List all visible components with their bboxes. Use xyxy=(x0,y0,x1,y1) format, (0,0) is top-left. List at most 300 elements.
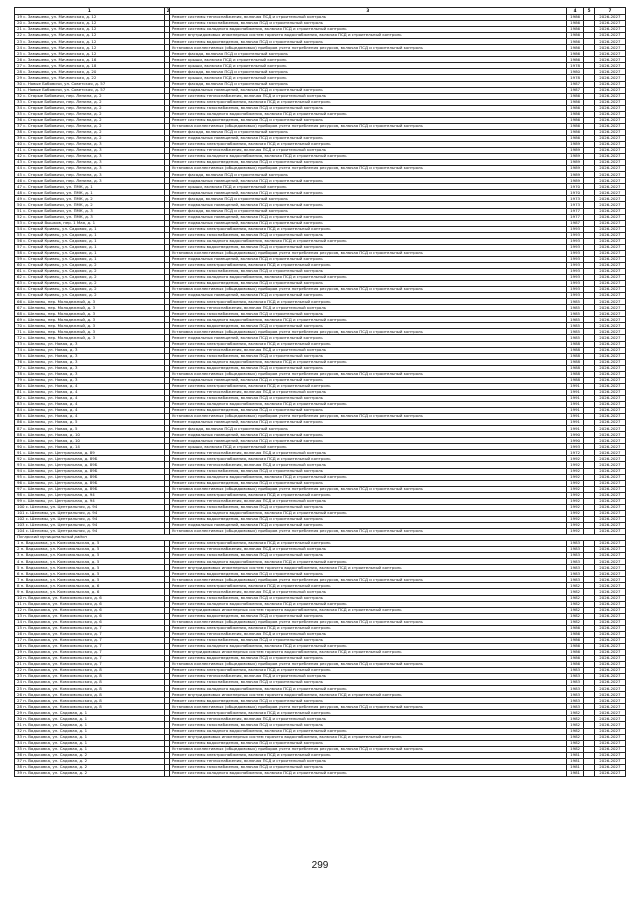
year-built-cell: 1985 xyxy=(566,311,584,317)
row-number: 3 xyxy=(17,552,20,558)
planned-period-cell: 2026-2027 xyxy=(594,680,625,686)
planned-period-cell: 2026-2027 xyxy=(594,329,625,335)
column-header-1: 1 xyxy=(15,8,165,15)
row-number: 81 xyxy=(17,389,22,395)
row-number: 75 xyxy=(17,353,22,358)
address-text: с. Шеломы, ул. Новая, д. 4 xyxy=(23,413,78,419)
year-built-cell: 1983 xyxy=(566,692,584,698)
column-header-5: 5 xyxy=(584,8,594,15)
row-number: 59 xyxy=(17,256,22,262)
year-built-cell: 1978 xyxy=(566,75,584,81)
year-built-cell: 1982 xyxy=(566,607,584,613)
planned-period-cell: 2026-2027 xyxy=(594,528,625,534)
address-text: с. Шеломы, ул. Новая, д. 3 xyxy=(23,377,78,383)
year-built-cell: 1983 xyxy=(566,668,584,674)
address-text: с. Шеломы, ул. Новая, д. 3 xyxy=(23,341,78,346)
planned-period-cell: 2026-2027 xyxy=(594,57,625,63)
address-text: п. Вадьковка, ул. Садовая, д. 1 xyxy=(23,746,88,751)
year-built-cell: 1986 xyxy=(566,45,584,51)
address-text: п. Вадьковка, ул. Комсомольская, д. 6 xyxy=(23,595,102,600)
row-number: 55 xyxy=(17,232,22,237)
address-text: с. Замишево, ул. Мичманская, д. 22 xyxy=(23,74,97,80)
row-number: 32 xyxy=(17,728,22,733)
year-built-cell: 1992 xyxy=(566,516,584,522)
work-description-cell: Ремонт подвальных помещений, включая ПСД и строительный контроль xyxy=(169,522,566,528)
year-built-cell: 1986 xyxy=(566,15,584,21)
year-built-cell: 1992 xyxy=(566,528,584,534)
planned-period-cell: 2026-2027 xyxy=(594,232,625,238)
address-text: с. Новые Бобовичи, ул. Советская, д. 57 xyxy=(23,87,106,92)
work-description-cell: Ремонт системы холодного водоснабжения, включая ПСД и строительный контроль xyxy=(169,643,566,649)
year-built-cell: 1987 xyxy=(566,81,584,87)
row-number: 7 xyxy=(17,576,20,582)
planned-period-cell: 2026-2027 xyxy=(594,87,625,93)
address-text: с. Шеломы, ул. Центральная, д. 94 xyxy=(25,516,98,522)
work-description-cell: Ремонт подвальных помещений, включая ПСД и строительный контроль xyxy=(169,335,566,341)
address-text: с. Замишево, ул. Мичманская, д. 12 xyxy=(23,26,97,32)
work-description-cell: Ремонт системы теплоснабжения, включая ПСД и строительный контроль xyxy=(169,589,566,595)
work-description-cell: Установка коллективных (общедомовых) приборов учета потребления ресурсов, включая ПСД и строительный контроль xyxy=(169,704,566,710)
row-number: 30 xyxy=(17,81,22,86)
address-text: с. Старые Бобовичи, пер. Ленина, д. 2 xyxy=(23,117,102,123)
year-built-cell: 1990 xyxy=(566,432,584,438)
work-description-cell: Ремонт системы газоснабжения, включая ПСД и строительный контроль xyxy=(169,21,566,27)
row-number: 91 xyxy=(17,449,22,455)
address-text: с. Старый Кривец, ул. Садовая, д. 1 xyxy=(23,250,97,256)
planned-period-cell: 2026-2027 xyxy=(594,347,625,353)
row-number: 57 xyxy=(17,244,22,250)
year-built-cell: 1986 xyxy=(566,637,584,643)
planned-period-cell: 2026-2027 xyxy=(594,577,625,583)
planned-period-cell: 2026-2027 xyxy=(594,93,625,99)
planned-period-cell: 2026-2027 xyxy=(594,15,625,21)
year-built-cell: 1986 xyxy=(566,21,584,27)
year-built-cell: 1993 xyxy=(566,268,584,274)
year-built-cell: 1989 xyxy=(566,160,584,166)
work-description-cell: Ремонт системы газоснабжения, включая ПСД и строительный контроль xyxy=(169,232,566,238)
row-number: 87 xyxy=(17,425,22,431)
planned-period-cell: 2026-2027 xyxy=(594,172,625,178)
planned-period-cell: 2026-2027 xyxy=(594,75,625,81)
year-built-cell: 1986 xyxy=(566,27,584,33)
address-text: с. Старый Кривец, ул. Садовая, д. 2 xyxy=(23,280,97,286)
address-text: с. Шеломы, ул. Новая, д. 10 xyxy=(23,431,80,437)
planned-period-cell: 2026-2027 xyxy=(594,383,625,389)
address-text: с. Старые Бобовичи, ул. ПМК, д. 1 xyxy=(23,189,93,195)
row-number: 18 xyxy=(17,643,22,649)
planned-period-cell: 2026-2027 xyxy=(594,583,625,589)
year-built-cell: 1973 xyxy=(566,196,584,202)
address-text: с. Шеломы, ул. Центральная, д. 89Б xyxy=(23,486,98,491)
year-built-cell: 1993 xyxy=(566,293,584,299)
planned-period-cell: 2026-2027 xyxy=(594,190,625,196)
work-description-cell: Ремонт внутридомовых инженерных систем горячего водоснабжения, включая ПСД и строительный контроль xyxy=(169,649,566,655)
address-text: п. Вадьковка, ул. Садовая, д. 2 xyxy=(23,758,88,764)
planned-period-cell: 2026-2027 xyxy=(594,619,625,625)
address-text: с. Шеломы, ул. Новая, д. 3 xyxy=(23,347,78,352)
year-built-cell: 1986 xyxy=(566,99,584,105)
address-text: п. Вадьковка, ул. Комсомольская, д. 8 xyxy=(23,673,102,679)
planned-period-cell: 2026-2027 xyxy=(594,154,625,160)
address-text: с. Старые Бобовичи, пер. Ленина, д. 2 xyxy=(23,105,102,111)
year-built-cell: 1991 xyxy=(566,414,584,420)
row-number: 17 xyxy=(17,637,22,643)
work-description-cell: Ремонт системы газоснабжения, включая ПСД и строительный контроль xyxy=(169,468,566,474)
row-number: 32 xyxy=(17,93,22,98)
planned-period-cell: 2026-2027 xyxy=(594,649,625,655)
work-description-cell: Ремонт системы холодного водоснабжения, включая ПСД и строительный контроль xyxy=(169,238,566,244)
row-number: 38 xyxy=(17,129,22,135)
row-number: 101 xyxy=(17,510,25,516)
planned-period-cell: 2026-2027 xyxy=(594,389,625,395)
work-description-cell: Ремонт системы газоснабжения, включая ПСД и строительный контроль xyxy=(169,595,566,601)
address-text: с. Шеломы, ул. Центральная, д. 89 xyxy=(23,449,95,455)
row-number: 51 xyxy=(17,208,22,213)
planned-period-cell: 2026-2027 xyxy=(594,287,625,293)
work-description-cell: Ремонт системы теплоснабжения, включая ПСД и строительный контроль xyxy=(169,674,566,680)
row-number: 52 xyxy=(17,214,22,219)
planned-period-cell: 2026-2027 xyxy=(594,395,625,401)
year-built-cell: 1993 xyxy=(566,232,584,238)
row-number: 98 xyxy=(17,492,22,498)
year-built-cell: 1987 xyxy=(566,87,584,93)
work-description-cell: Ремонт системы электроснабжения, включая ПСД и строительный контроль xyxy=(169,341,566,347)
planned-period-cell: 2026-2027 xyxy=(594,516,625,522)
planned-period-cell: 2026-2027 xyxy=(594,226,625,232)
planned-period-cell: 2026-2027 xyxy=(594,184,625,190)
planned-period-cell: 2026-2027 xyxy=(594,244,625,250)
year-built-cell: 1993 xyxy=(566,244,584,250)
year-built-cell: 1982 xyxy=(566,613,584,619)
year-built-cell: 1993 xyxy=(566,444,584,450)
address-text: с. Старые Бобовичи, пер. Ленина, д. 2 xyxy=(23,93,102,98)
address-text: п. Вадьковка, ул. Комсомольская, д. 6 xyxy=(23,613,102,618)
work-description-cell: Ремонт системы газоснабжения, включая ПСД и строительный контроль xyxy=(169,268,566,274)
work-description-cell: Установка коллективных (общедомовых) приборов учета потребления ресурсов, включая ПСД и строительный контроль xyxy=(169,577,566,583)
work-description-cell: Ремонт системы теплоснабжения, включая ПСД и строительный контроль xyxy=(169,347,566,353)
year-built-cell: 1986 xyxy=(566,57,584,63)
work-description-cell: Ремонт системы водоотведения, включая ПСД и строительный контроль xyxy=(169,281,566,287)
work-description-cell: Ремонт системы теплоснабжения, включая ПСД и строительный контроль xyxy=(169,450,566,456)
work-description-cell: Ремонт системы холодного водоснабжения, включая ПСД и строительный контроль xyxy=(169,317,566,323)
year-built-cell: 1992 xyxy=(566,456,584,462)
address-text: с. Замишево, ул. Мичманская, д. 12 xyxy=(23,38,97,44)
row-number: 85 xyxy=(17,413,22,419)
year-built-cell: 1986 xyxy=(566,39,584,45)
year-built-cell: 1991 xyxy=(566,389,584,395)
planned-period-cell: 2026-2027 xyxy=(594,196,625,202)
row-number: 76 xyxy=(17,359,22,364)
work-description-cell: Установка коллективных (общедомовых) приборов учета потребления ресурсов, включая ПСД и строительный контроль xyxy=(169,371,566,377)
year-built-cell: 1991 xyxy=(566,420,584,426)
row-number: 12 xyxy=(17,607,22,612)
year-built-cell: 1992 xyxy=(566,462,584,468)
address-text: с. Шеломы, ул. Новая, д. 3 xyxy=(23,359,78,364)
address-text: с. Шеломы, ул. Центральная, д. 94 xyxy=(23,498,95,504)
work-description-cell: Ремонт системы теплоснабжения, включая ПСД и строительный контроль xyxy=(169,631,566,637)
year-built-cell: 1992 xyxy=(566,522,584,528)
year-built-cell: 1989 xyxy=(566,141,584,147)
table-row xyxy=(15,770,626,776)
work-description-cell: Ремонт внутридомовых инженерных систем горячего водоснабжения, включая ПСД и строительный контроль xyxy=(169,607,566,613)
row-number: 22 xyxy=(17,32,22,38)
year-built-cell: 1983 xyxy=(566,704,584,710)
year-built-cell: 1970 xyxy=(566,190,584,196)
row-number: 74 xyxy=(17,347,22,352)
address-text: с. Шеломы, ул. Центральная, д. 89Б xyxy=(23,468,98,473)
work-description-cell: Установка коллективных (общедомовых) приборов учета потребления ресурсов, включая ПСД и строительный контроль xyxy=(169,528,566,534)
address-text: п. Вадьковка, ул. Садовая, д. 1 xyxy=(23,709,88,715)
planned-period-cell: 2026-2027 xyxy=(594,468,625,474)
work-description-cell: Ремонт системы газоснабжения, включая ПСД и строительный контроль xyxy=(169,680,566,686)
year-built-cell: 1982 xyxy=(566,716,584,722)
work-description-cell: Установка коллективных (общедомовых) приборов учета потребления ресурсов, включая ПСД и строительный контроль xyxy=(169,45,566,51)
row-number: 25 xyxy=(17,685,22,691)
planned-period-cell: 2026-2027 xyxy=(594,637,625,643)
address-text: с. Шеломы, пер. Молодежный, д. 3 xyxy=(23,304,96,310)
address-text: п. Вадьковка, ул. Комсомольская, д. 7 xyxy=(23,631,102,637)
work-description-cell: Ремонт системы холодного водоснабжения, включая ПСД и строительный контроль xyxy=(169,154,566,160)
work-description-cell: Ремонт системы холодного водоснабжения, включая ПСД и строительный контроль xyxy=(169,559,566,565)
row-number: 103 xyxy=(17,522,25,528)
address-text: с. Старые Бобовичи, ул. ПМК, д. 3 xyxy=(23,208,93,213)
address-text: с. Шеломы, ул. Центральная, д. 89Б xyxy=(23,480,98,485)
row-number: 23 xyxy=(17,38,22,44)
planned-period-cell: 2026-2027 xyxy=(594,722,625,728)
row-number: 83 xyxy=(17,401,22,407)
year-built-cell: 1985 xyxy=(566,305,584,311)
row-number: 8 xyxy=(17,582,20,588)
year-built-cell: 1986 xyxy=(566,33,584,39)
year-built-cell: 1991 xyxy=(566,426,584,432)
planned-period-cell: 2026-2027 xyxy=(594,353,625,359)
address-text: с. Старые Бобовичи, пер. Ленина, д. 2 xyxy=(23,129,102,135)
row-number: 47 xyxy=(17,183,22,189)
planned-period-cell: 2026-2027 xyxy=(594,166,625,172)
row-number: 15 xyxy=(17,625,22,631)
address-text: с. Шеломы, ул. Центральная, д. 94 xyxy=(25,510,98,516)
work-description-cell: Ремонт системы водоотведения, включая ПСД и строительный контроль xyxy=(169,613,566,619)
work-description-cell: Ремонт системы электроснабжения, включая ПСД и строительный контроль xyxy=(169,710,566,716)
row-number: 28 xyxy=(17,703,22,709)
year-built-cell: 1982 xyxy=(566,722,584,728)
year-built-cell: 1986 xyxy=(566,625,584,631)
year-built-cell: 1991 xyxy=(566,402,584,408)
row-number: 27 xyxy=(17,697,22,703)
planned-period-cell: 2026-2027 xyxy=(594,758,625,764)
year-built-cell: 1992 xyxy=(566,468,584,474)
work-description-cell: Ремонт системы водоотведения, включая ПСД и строительный контроль xyxy=(169,160,566,166)
year-built-cell: 1972 xyxy=(566,450,584,456)
planned-period-cell: 2026-2027 xyxy=(594,371,625,377)
row-number: 67 xyxy=(17,304,22,310)
row-number: 29 xyxy=(17,74,22,80)
address-text: с. Шеломы, пер. Молодежный, д. 3 xyxy=(23,334,96,340)
address-text: с. Шеломы, пер. Молодежный, д. 3 xyxy=(23,316,96,322)
address-text: п. Вадьковка, ул. Комсомольская, д. 5 xyxy=(20,576,100,582)
address-text: с. Шеломы, ул. Центральная, д. 94 xyxy=(25,528,98,534)
column-header-6: 7 xyxy=(594,8,625,15)
planned-period-cell: 2026-2027 xyxy=(594,33,625,39)
work-description-cell: Ремонт системы холодного водоснабжения, включая ПСД и строительный контроль xyxy=(169,402,566,408)
work-description-cell: Ремонт системы водоотведения, включая ПСД и строительный контроль xyxy=(169,39,566,45)
planned-period-cell: 2026-2027 xyxy=(594,148,625,154)
row-number: 61 xyxy=(17,268,22,274)
work-description-cell: Ремонт внутридомовых инженерных систем горячего водоснабжения, включая ПСД и строительный контроль xyxy=(169,734,566,740)
planned-period-cell: 2026-2027 xyxy=(594,752,625,758)
address-text: с. Старый Кривец, ул. Садовая, д. 1 xyxy=(23,232,97,237)
work-description-cell: Ремонт внутридомовых инженерных систем горячего водоснабжения, включая ПСД и строительный контроль xyxy=(169,565,566,571)
year-built-cell: 1989 xyxy=(566,148,584,154)
row-number: 104 xyxy=(17,528,25,534)
work-description-cell: Ремонт системы газоснабжения, включая ПСД и строительный контроль xyxy=(169,353,566,359)
planned-period-cell: 2026-2027 xyxy=(594,111,625,117)
address-text: п. Вадьковка, ул. Комсомольская, д. 7 xyxy=(23,649,102,655)
work-description-cell: Ремонт системы теплоснабжения, включая ПСД и строительный контроль xyxy=(169,462,566,468)
planned-period-cell: 2026-2027 xyxy=(594,595,625,601)
address-text: с. Шеломы, ул. Новая, д. 3 xyxy=(23,371,78,377)
planned-period-cell: 2026-2027 xyxy=(594,178,625,184)
planned-period-cell: 2026-2027 xyxy=(594,601,625,607)
address-text: с. Шеломы, ул. Центральная, д. 94 xyxy=(23,492,95,498)
work-description-cell: Ремонт крыши, включая ПСД и строительный контроль xyxy=(169,184,566,190)
row-number: 27 xyxy=(17,62,22,68)
row-number: 6 xyxy=(17,570,20,576)
row-number: 46 xyxy=(17,177,22,183)
year-built-cell: 1983 xyxy=(566,686,584,692)
work-description-cell: Ремонт системы электроснабжения, включая ПСД и строительный контроль xyxy=(169,583,566,589)
row-number: 38 xyxy=(17,764,22,770)
work-description-cell: Ремонт подвальных помещений, включая ПСД и строительный контроль xyxy=(169,202,566,208)
planned-period-cell: 2026-2027 xyxy=(594,541,625,547)
address-text: с. Шеломы, ул. Центральная, д. 89Б xyxy=(23,461,98,467)
year-built-cell: 1990 xyxy=(566,438,584,444)
row-number: 96 xyxy=(17,480,22,485)
row-number: 34 xyxy=(17,740,22,745)
address-text: п. Вадьковка, ул. Садовая, д. 1 xyxy=(23,740,88,745)
address-text: с. Старый Вышков, пер. 1 Мая, д. 1 xyxy=(23,220,96,225)
row-number: 88 xyxy=(17,431,22,437)
work-description-cell: Ремонт внутридомовых инженерных систем горячего водоснабжения, включая ПСД и строительный контроль xyxy=(169,692,566,698)
address-text: п. Вадьковка, ул. Садовая, д. 1 xyxy=(23,734,88,739)
year-built-cell: 1989 xyxy=(566,178,584,184)
planned-period-cell: 2026-2027 xyxy=(594,746,625,752)
year-built-cell: 1983 xyxy=(566,577,584,583)
work-description-cell: Ремонт подвальных помещений, включая ПСД и строительный контроль xyxy=(169,438,566,444)
row-number: 53 xyxy=(17,220,22,225)
work-description-cell: Ремонт системы газоснабжения, включая ПСД и строительный контроль xyxy=(169,722,566,728)
planned-period-cell: 2026-2027 xyxy=(594,510,625,516)
row-number: 39 xyxy=(17,135,22,141)
planned-period-cell: 2026-2027 xyxy=(594,522,625,528)
address-text: с. Старые Бобовичи, пер. Ленина, д. 3 xyxy=(23,147,102,153)
planned-period-cell: 2026-2027 xyxy=(594,764,625,770)
address-text: с. Старые Бобовичи, пер. Ленина, д. 3 xyxy=(23,159,102,165)
address-text: п. Вадьковка, ул. Комсомольская, д. 6 xyxy=(23,601,102,606)
work-description-cell: Ремонт фасада, включая ПСД и строительный контроль xyxy=(169,196,566,202)
year-built-cell: 1981 xyxy=(566,752,584,758)
work-description-cell: Ремонт системы теплоснабжения, включая ПСД и строительный контроль xyxy=(169,148,566,154)
address-text: с. Старый Кривец, ул. Садовая, д. 2 xyxy=(23,268,97,274)
row-number: 73 xyxy=(17,341,22,346)
year-built-cell: 1987 xyxy=(566,220,584,226)
year-built-cell: 1977 xyxy=(566,214,584,220)
work-description-cell: Ремонт подвальных помещений, включая ПСД и строительный контроль xyxy=(169,256,566,262)
year-built-cell: 1992 xyxy=(566,486,584,492)
column-number-header-row xyxy=(15,8,626,15)
address-text: п. Вадьковка, ул. Комсомольская, д. 8 xyxy=(23,685,102,691)
address-text: п. Вадьковка, ул. Комсомольская, д. 6 xyxy=(20,588,100,594)
address-text: с. Замишево, ул. Мичманская, д. 12 xyxy=(23,44,97,50)
work-description-cell: Ремонт системы теплоснабжения, включая ПСД и строительный контроль xyxy=(169,716,566,722)
work-description-cell: Ремонт системы холодного водоснабжения, включая ПСД и строительный контроль xyxy=(169,27,566,33)
row-number: 68 xyxy=(17,310,22,316)
row-number: 33 xyxy=(17,734,22,739)
row-number: 25 xyxy=(17,50,22,56)
planned-period-cell: 2026-2027 xyxy=(594,734,625,740)
work-description-cell: Ремонт системы электроснабжения, включая ПСД и строительный контроль xyxy=(169,541,566,547)
address-text: с. Старые Бобовичи, пер. Ленина, д. 2 xyxy=(23,123,102,129)
address-text: с. Старый Кривец, ул. Садовая, д. 2 xyxy=(23,274,97,280)
year-built-cell: 1982 xyxy=(566,740,584,746)
row-number: 48 xyxy=(17,189,22,195)
address-text: с. Старый Кривец, ул. Садовая, д. 2 xyxy=(23,262,97,268)
row-number: 35 xyxy=(17,111,22,117)
year-built-cell: 1993 xyxy=(566,250,584,256)
work-description-cell: Установка коллективных (общедомовых) приборов учета потребления ресурсов, включая ПСД и строительный контроль xyxy=(169,746,566,752)
year-built-cell: 1985 xyxy=(566,329,584,335)
row-number: 66 xyxy=(17,298,22,304)
work-description-cell: Ремонт системы теплоснабжения, включая ПСД и строительный контроль xyxy=(169,389,566,395)
planned-period-cell: 2026-2027 xyxy=(594,275,625,281)
address-text: с. Шеломы, ул. Новая, д. 4 xyxy=(23,407,78,413)
year-built-cell: 1986 xyxy=(566,129,584,135)
row-number: 65 xyxy=(17,292,22,298)
address-text: с. Старый Кривец, ул. Садовая, д. 1 xyxy=(23,226,97,231)
year-built-cell: 1983 xyxy=(566,565,584,571)
address-text: п. Вадьковка, ул. Комсомольская, д. 8 xyxy=(23,697,102,703)
planned-period-cell: 2026-2027 xyxy=(594,486,625,492)
planned-period-cell: 2026-2027 xyxy=(594,770,625,776)
row-number: 37 xyxy=(17,758,22,764)
address-text: с. Шеломы, ул. Новая, д. 10 xyxy=(23,437,80,443)
work-description-cell: Ремонт фасада, включая ПСД и строительный контроль xyxy=(169,208,566,214)
year-built-cell: 1982 xyxy=(566,601,584,607)
planned-period-cell: 2026-2027 xyxy=(594,317,625,323)
planned-period-cell: 2026-2027 xyxy=(594,607,625,613)
planned-period-cell: 2026-2027 xyxy=(594,323,625,329)
work-description-cell: Ремонт системы водоотведения, включая ПСД и строительный контроль xyxy=(169,571,566,577)
address-text: с. Старый Кривец, ул. Садовая, д. 1 xyxy=(23,244,97,250)
year-built-cell: 1986 xyxy=(566,123,584,129)
address-text: с. Старые Бобовичи, ул. ПМК, д. 2 xyxy=(23,201,93,207)
work-description-cell: Ремонт системы электроснабжения, включая ПСД и строительный контроль xyxy=(169,492,566,498)
address-text: п. Вадьковка, ул. Комсомольская, д. 7 xyxy=(23,637,102,643)
year-built-cell: 1985 xyxy=(566,299,584,305)
row-number: 21 xyxy=(17,26,22,32)
row-number: 44 xyxy=(17,165,22,171)
planned-period-cell: 2026-2027 xyxy=(594,359,625,365)
year-built-cell: 1991 xyxy=(566,383,584,389)
address-text: с. Замишево, ул. Мичманская, д. 20 xyxy=(23,68,97,74)
work-description-cell: Ремонт системы холодного водоснабжения, включая ПСД и строительный контроль xyxy=(169,510,566,516)
row-number: 13 xyxy=(17,613,22,618)
work-description-cell: Установка коллективных (общедомовых) приборов учета потребления ресурсов, включая ПСД и строительный контроль xyxy=(169,287,566,293)
planned-period-cell: 2026-2027 xyxy=(594,402,625,408)
address-text: с. Замишево, ул. Мичманская, д. 12 xyxy=(23,20,97,26)
row-number: 31 xyxy=(17,721,22,727)
planned-period-cell: 2026-2027 xyxy=(594,728,625,734)
